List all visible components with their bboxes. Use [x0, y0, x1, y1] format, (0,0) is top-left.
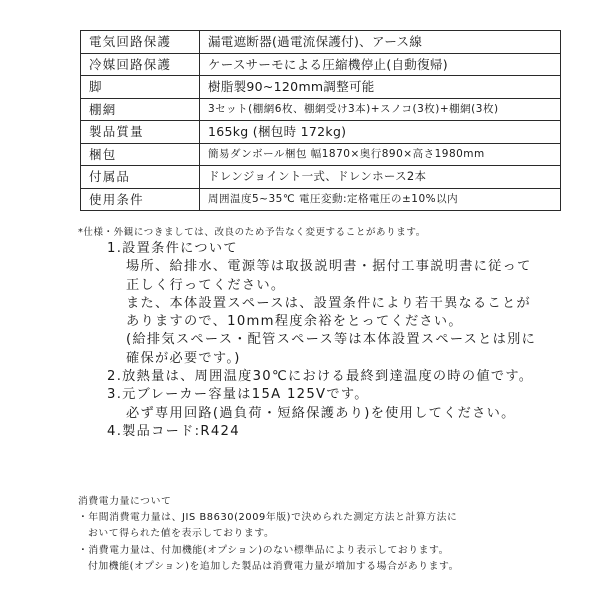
spec-value-conditions: 周囲温度5~35℃ 電圧変動:定格電圧の±10%以内	[200, 188, 561, 211]
note-1-line: また、本体設置スペースは、設置条件により若干異なることが	[126, 295, 531, 311]
note-1-line: 正しく行ってください。	[126, 277, 286, 293]
table-row	[81, 188, 561, 211]
spec-label-shelves: 棚網	[81, 98, 200, 121]
power-notes-title: 消費電力量について	[78, 496, 172, 507]
spec-value-weight: 165kg (梱包時 172kg)	[200, 121, 561, 144]
table-row	[81, 76, 561, 99]
spec-label-conditions: 使用条件	[81, 188, 200, 211]
spec-label-refrigerant-protection: 冷媒回路保護	[81, 53, 200, 76]
power-consumption-notes	[78, 494, 538, 575]
installation-notes	[107, 240, 577, 441]
spec-label-accessories: 付属品	[81, 166, 200, 189]
table-row	[81, 53, 561, 76]
power-note-line: おいて得られた値を表示しております。	[88, 528, 275, 540]
note-1-line: 場所、給排水、電源等は取扱説明書・据付工事説明書に従って	[126, 259, 532, 275]
note-4-product-code: 4.製品コード:R424	[107, 423, 240, 439]
table-row	[81, 143, 561, 166]
note-1-line: (給排気スペース・配管スペース等は本体設置スペースとは別に	[126, 332, 537, 348]
table-row	[81, 31, 561, 54]
spec-value-packaging: 簡易ダンボール梱包 幅1870×奥行890×高さ1980mm	[200, 143, 561, 166]
spec-label-packaging: 梱包	[81, 143, 200, 166]
note-1-line: ありますので、10mm程度余裕をとってください。	[126, 314, 463, 330]
spec-value-shelves: 3セット(棚網6枚、棚網受け3本)+スノコ(3枚)+棚網(3枚)	[200, 98, 561, 121]
spec-value-legs: 樹脂製90~120mm調整可能	[200, 76, 561, 99]
spec-table	[80, 30, 561, 211]
power-note-line: 付加機能(オプション)を追加した製品は消費電力量が増加する場合があります。	[88, 560, 460, 572]
power-note-line: ・消費電力量は、付加機能(オプション)のない標準品により表示しております。	[78, 544, 450, 556]
note-1-line: 確保が必要です。)	[126, 350, 241, 366]
table-footnote: *仕様・外観につきましては、改良のため予告なく変更することがあります。	[78, 227, 426, 238]
power-note-line: ・年間消費電力量は、JIS B8630(2009年版)で決められた測定方法と計算方法に	[78, 512, 458, 524]
spec-value-refrigerant-protection: ケースサーモによる圧縮機停止(自動復帰)	[200, 53, 561, 76]
table-row	[81, 98, 561, 121]
spec-label-weight: 製品質量	[81, 121, 200, 144]
spec-value-electric-protection: 漏電遮断器(過電流保護付)、アース線	[200, 31, 561, 54]
spec-label-electric-protection: 電気回路保護	[81, 31, 200, 54]
table-row	[81, 166, 561, 189]
note-2: 2.放熱量は、周囲温度30℃における最終到達温度の時の値です。	[107, 369, 534, 385]
note-3: 3.元ブレーカー容量は15A 125Vです。	[107, 387, 369, 403]
note-3-line: 必ず専用回路(過負荷・短絡保護あり)を使用してください。	[126, 405, 516, 421]
note-1-heading: 1.設置条件について	[107, 241, 238, 256]
table-row	[81, 121, 561, 144]
spec-label-legs: 脚	[81, 76, 200, 99]
spec-value-accessories: ドレンジョイント一式、ドレンホース2本	[200, 166, 561, 189]
